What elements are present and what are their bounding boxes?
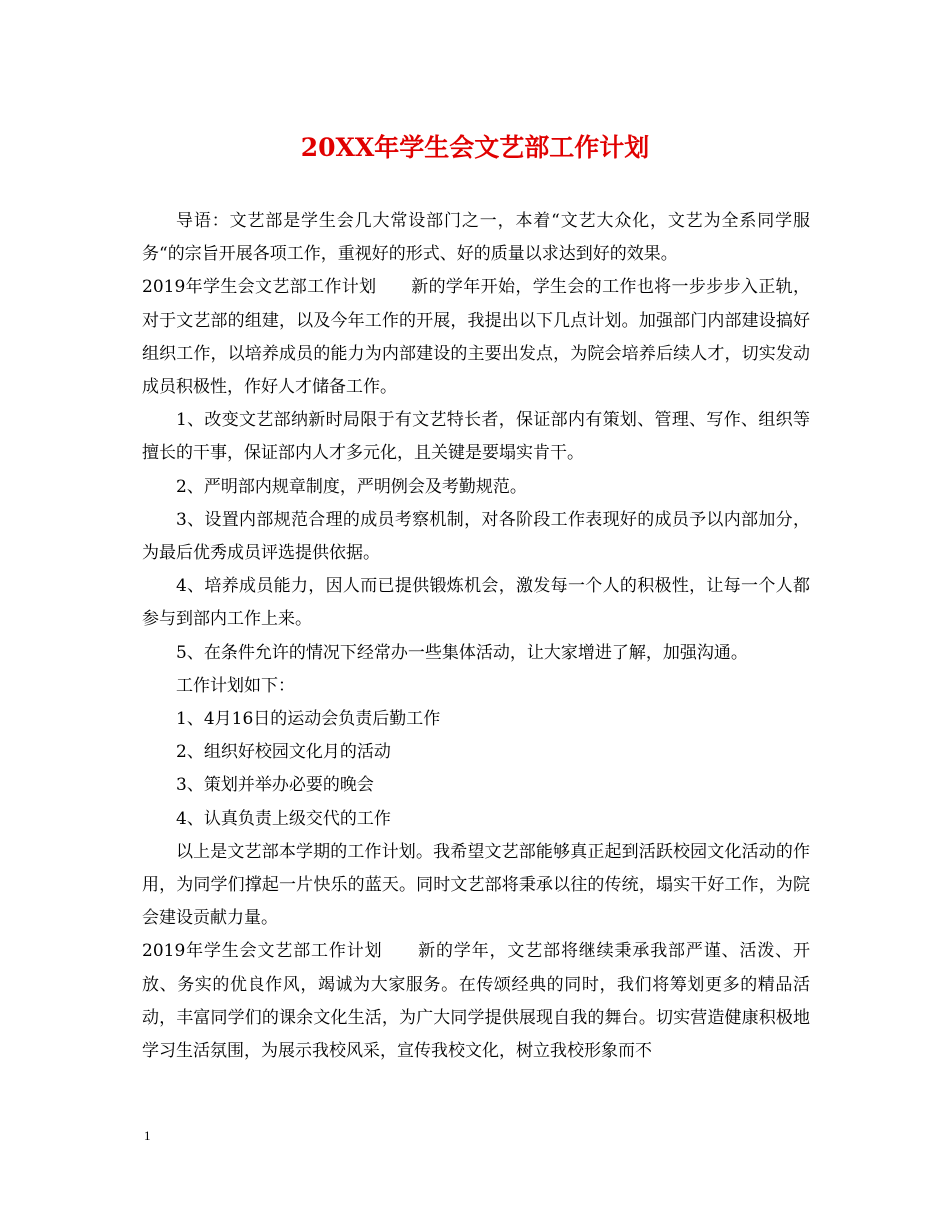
paragraph-plan-2019-a: 2019年学生会文艺部工作计划 新的学年开始，学生会的工作也将一步步步入正轨，对于文艺部的组建，以及今年工作的开展，我提出以下几点计划。加强部门内部建设搞好组织工作，以培养成员的能力为内部建设的主要出发点，为院会培养后续人才，切实发动成员积极性，作好人才储备工作。 <box>142 277 810 398</box>
paragraph-intro: 导语：文艺部是学生会几大常设部门之一，本着“文艺大众化，文艺为全系同学服务“的宗旨开展各项工作，重视好的形式、好的质量以求达到好的效果。 <box>142 211 810 265</box>
page-number: 1 <box>144 1128 151 1143</box>
document-title: 20XX年学生会文艺部工作计划 <box>300 133 650 162</box>
document-body <box>142 205 810 1068</box>
paragraph-item-5: 5、在条件允许的情况下经常办一些集体活动，让大家增进了解，加强沟通。 <box>176 642 748 663</box>
paragraph-work-item-2: 2、组织好校园文化月的活动 <box>176 742 391 763</box>
paragraph-item-2: 2、严明部内规章制度，严明例会及考勤规范。 <box>176 476 527 497</box>
paragraph-work-plan-heading: 工作计划如下： <box>176 675 295 696</box>
paragraph-work-item-3: 3、策划并举办必要的晚会 <box>176 775 374 796</box>
paragraph-plan-2019-b: 2019年学生会文艺部工作计划 新的学年，文艺部将继续秉承我部严谨、活泼、开放、务实的优良作风，竭诚为大家服务。在传颂经典的同时，我们将筹划更多的精品活动，丰富同学们的课余文化生活，为广大同学提供展现自我的舞台。切实营造健康积极地学习生活氛围，为展示我校风采，宣传我校文化，树立我校形象而不 <box>142 941 810 1062</box>
paragraph-summary: 以上是文艺部本学期的工作计划。我希望文艺部能够真正起到活跃校园文化活动的作用，为同学们撑起一片快乐的蓝天。同时文艺部将秉承以往的传统，塌实干好工作，为院会建设贡献力量。 <box>142 841 810 929</box>
paragraph-item-1: 1、改变文艺部纳新时局限于有文艺特长者，保证部内有策划、管理、写作、组织等擅长的干事，保证部内人才多元化，且关键是要塌实肯干。 <box>142 410 810 464</box>
paragraph-work-item-1: 1、4月16日的运动会负责后勤工作 <box>176 709 441 730</box>
paragraph-item-4: 4、培养成员能力，因人而已提供锻炼机会，激发每一个人的积极性，让每一个人都参与到部内工作上来。 <box>142 576 810 630</box>
paragraph-work-item-4: 4、认真负责上级交代的工作 <box>176 808 391 829</box>
paragraph-item-3: 3、设置内部规范合理的成员考察机制，对各阶段工作表现好的成员予以内部加分，为最后优秀成员评选提供依据。 <box>142 509 810 564</box>
